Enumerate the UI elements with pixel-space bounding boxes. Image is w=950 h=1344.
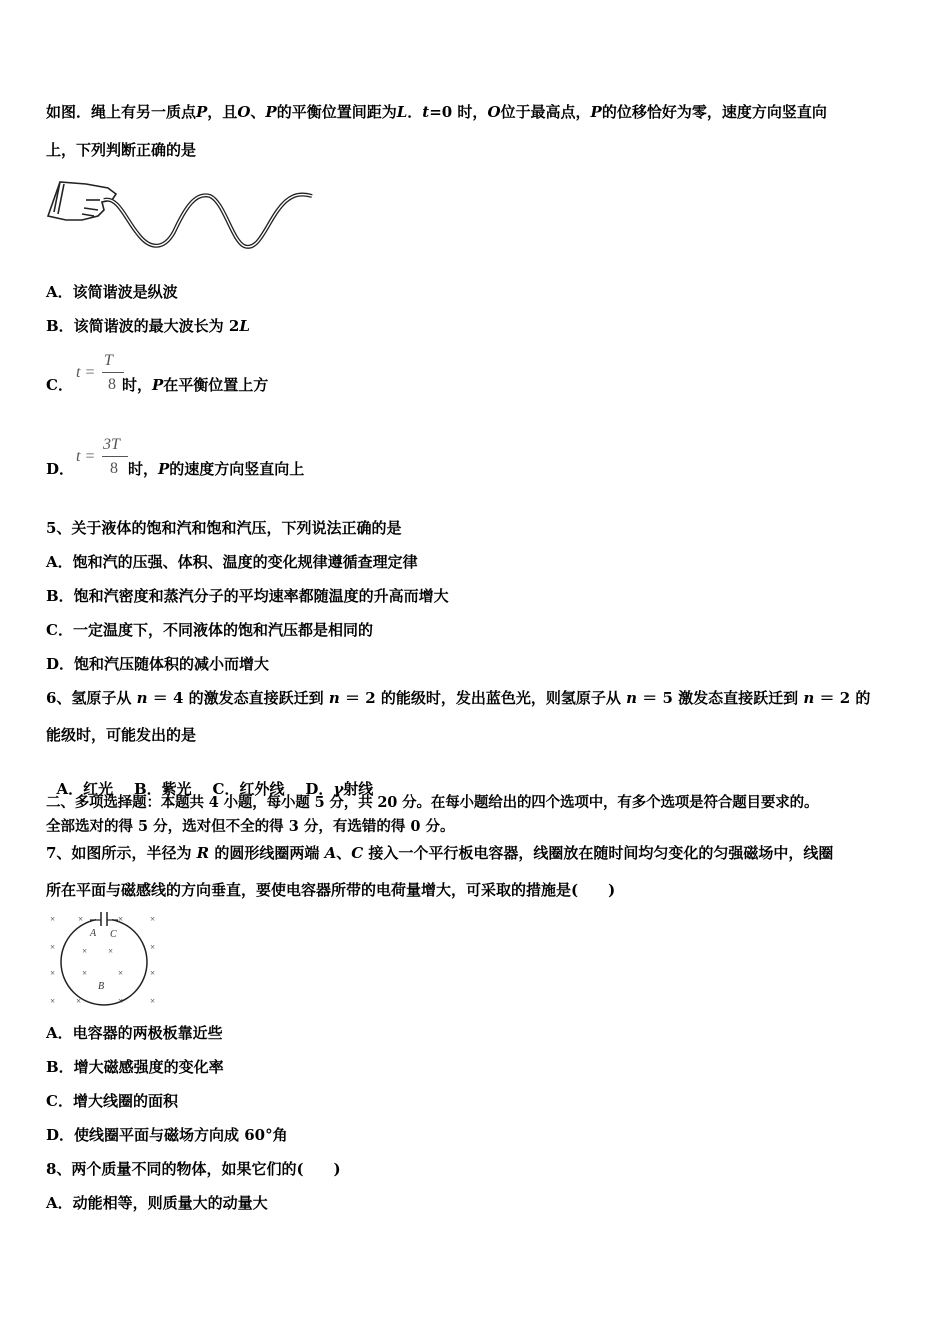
label-c: C: [110, 929, 117, 940]
q7-stem-line1: [46, 843, 833, 863]
q4-option-d-text: [128, 459, 304, 479]
text: 的速度方向竖直向上: [169, 460, 305, 478]
var-n: n: [136, 689, 148, 707]
coil-circle: [61, 919, 147, 1005]
var-n: n: [328, 689, 340, 707]
field-x-marker: ×: [150, 996, 156, 1006]
field-markers: [50, 914, 155, 1006]
q8-option-a: A．动能相等，则质量大的动量大: [46, 1194, 268, 1212]
var-p: P: [152, 376, 164, 394]
text: 时，: [122, 376, 153, 394]
var-t: t: [422, 103, 430, 121]
q5-stem: 5、关于液体的饱和汽和饱和汽压，下列说法正确的是: [46, 519, 402, 537]
wave-figure: [46, 170, 316, 254]
text: ．: [407, 103, 423, 121]
text: ＝ 2 的能级时，发出蓝色光，则氢原子从: [339, 689, 627, 707]
field-x-marker: ×: [50, 942, 56, 952]
section2-line2: 全部选对的得 5 分，选对但不全的得 3 分，有选错的得 0 分。: [46, 818, 455, 835]
frac-numerator: 3T: [103, 436, 120, 453]
field-x-marker: ×: [78, 914, 84, 924]
field-x-marker: ×: [50, 914, 56, 924]
var-c: C: [351, 844, 364, 862]
field-x-marker: ×: [82, 968, 88, 978]
frac-lhs: t =: [76, 448, 96, 465]
text: ＝ 4 的激发态直接跃迁到: [147, 689, 329, 707]
label-b: B: [98, 981, 105, 992]
var-o: O: [237, 103, 251, 121]
fraction-3t-over-8: [76, 436, 130, 482]
field-x-marker: ×: [50, 996, 56, 1006]
q7-option-a: A．电容器的两极板靠近些: [46, 1024, 223, 1042]
rope-wave: [104, 195, 312, 247]
section2-line1: 二、多项选择题：本题共 4 小题，每小题 5 分，共 20 分。在每小题给出的四个选项中，有多个选项是符合题目要求的。: [46, 794, 819, 811]
field-x-marker: ×: [118, 996, 124, 1006]
frac-denominator: 8: [108, 376, 116, 393]
text: 的平衡位置间距为: [276, 103, 397, 121]
text: B．该简谐波的最大波长为 2: [46, 317, 240, 335]
var-p: P: [158, 460, 170, 478]
text: 射线: [343, 780, 374, 798]
var-l: L: [239, 317, 250, 335]
text: ＝ 5 激发态直接跃迁到: [637, 689, 804, 707]
text: =0 时，: [429, 103, 488, 121]
text: 在平衡位置上方: [163, 376, 269, 394]
var-p: P: [590, 103, 602, 121]
var-r: R: [196, 844, 210, 862]
text: 7、如图所示，半径为: [46, 844, 197, 862]
q7-option-c: C．增大线圈的面积: [46, 1092, 178, 1110]
text: 位于最高点，: [500, 103, 591, 121]
text: 、: [250, 103, 266, 121]
label-a: A: [90, 928, 97, 939]
text: 的位移恰好为零，速度方向竖直向: [601, 103, 827, 121]
text: ，且: [207, 103, 238, 121]
q4-stem-line2: 上，下列判断正确的是: [46, 141, 197, 159]
q7-option-d: D．使线圈平面与磁场方向成 60°角: [46, 1126, 288, 1144]
q5-option-d: D．饱和汽压随体积的减小而增大: [46, 655, 270, 673]
var-p: P: [196, 103, 208, 121]
field-x-marker: ×: [150, 914, 156, 924]
field-x-marker: ×: [76, 996, 82, 1006]
q5-option-b: B．饱和汽密度和蒸汽分子的平均速率都随温度的升高而增大: [46, 587, 449, 605]
var-l: L: [396, 103, 408, 121]
q8-stem: 8、两个质量不同的物体，如果它们的( ): [46, 1160, 341, 1178]
q6-stem-line2: 能级时，可能发出的是: [46, 726, 197, 744]
var-a: A: [324, 844, 337, 862]
q4-option-a: A．该简谐波是纵波: [46, 283, 178, 301]
q7-option-b: B．增大磁感强度的变化率: [46, 1058, 224, 1076]
field-x-marker: ×: [150, 942, 156, 952]
q4-option-c-label: C．: [46, 376, 73, 394]
field-x-marker: ×: [118, 914, 124, 924]
text: 如图．绳上有另一质点: [46, 103, 197, 121]
text: 、: [336, 844, 352, 862]
frac-denominator: 8: [110, 460, 118, 477]
frac-bar: [102, 456, 128, 457]
q4-option-c-text: [122, 375, 268, 395]
var-n: n: [803, 689, 815, 707]
text: 时，: [128, 460, 159, 478]
text: 的圆形线圈两端: [209, 844, 325, 862]
fraction-t-over-8: [76, 352, 126, 398]
frac-bar: [102, 372, 124, 373]
field-x-marker: ×: [82, 946, 88, 956]
text: 接入一个平行板电容器，线圈放在随时间均匀变化的匀强磁场中，线圈: [363, 844, 834, 862]
q7-stem-line2: 所在平面与磁感线的方向垂直，要使电容器所带的电荷量增大，可采取的措施是( ): [46, 881, 616, 899]
q5-option-a: A．饱和汽的压强、体积、温度的变化规律遵循查理定律: [46, 553, 418, 571]
frac-numerator: T: [104, 352, 113, 369]
field-x-marker: ×: [50, 968, 56, 978]
var-o: O: [487, 103, 501, 121]
var-gamma: γ: [333, 780, 344, 798]
q4-stem-line1: [46, 102, 827, 122]
text: ＝ 2 的: [814, 689, 871, 707]
coil-figure: [46, 910, 164, 1006]
q4-option-d-label: D．: [46, 460, 75, 478]
text: A．红光 B．紫光 C．红外线 D．: [56, 780, 334, 798]
frac-lhs: t =: [76, 364, 96, 381]
var-p: P: [265, 103, 277, 121]
text: 6、氢原子从: [46, 689, 137, 707]
q5-option-c: C．一定温度下，不同液体的饱和汽压都是相同的: [46, 621, 373, 639]
var-n: n: [626, 689, 638, 707]
q4-option-b: [46, 316, 250, 336]
field-x-marker: ×: [108, 946, 114, 956]
field-x-marker: ×: [150, 968, 156, 978]
q6-stem-line1: [46, 688, 870, 708]
field-x-marker: ×: [118, 968, 124, 978]
